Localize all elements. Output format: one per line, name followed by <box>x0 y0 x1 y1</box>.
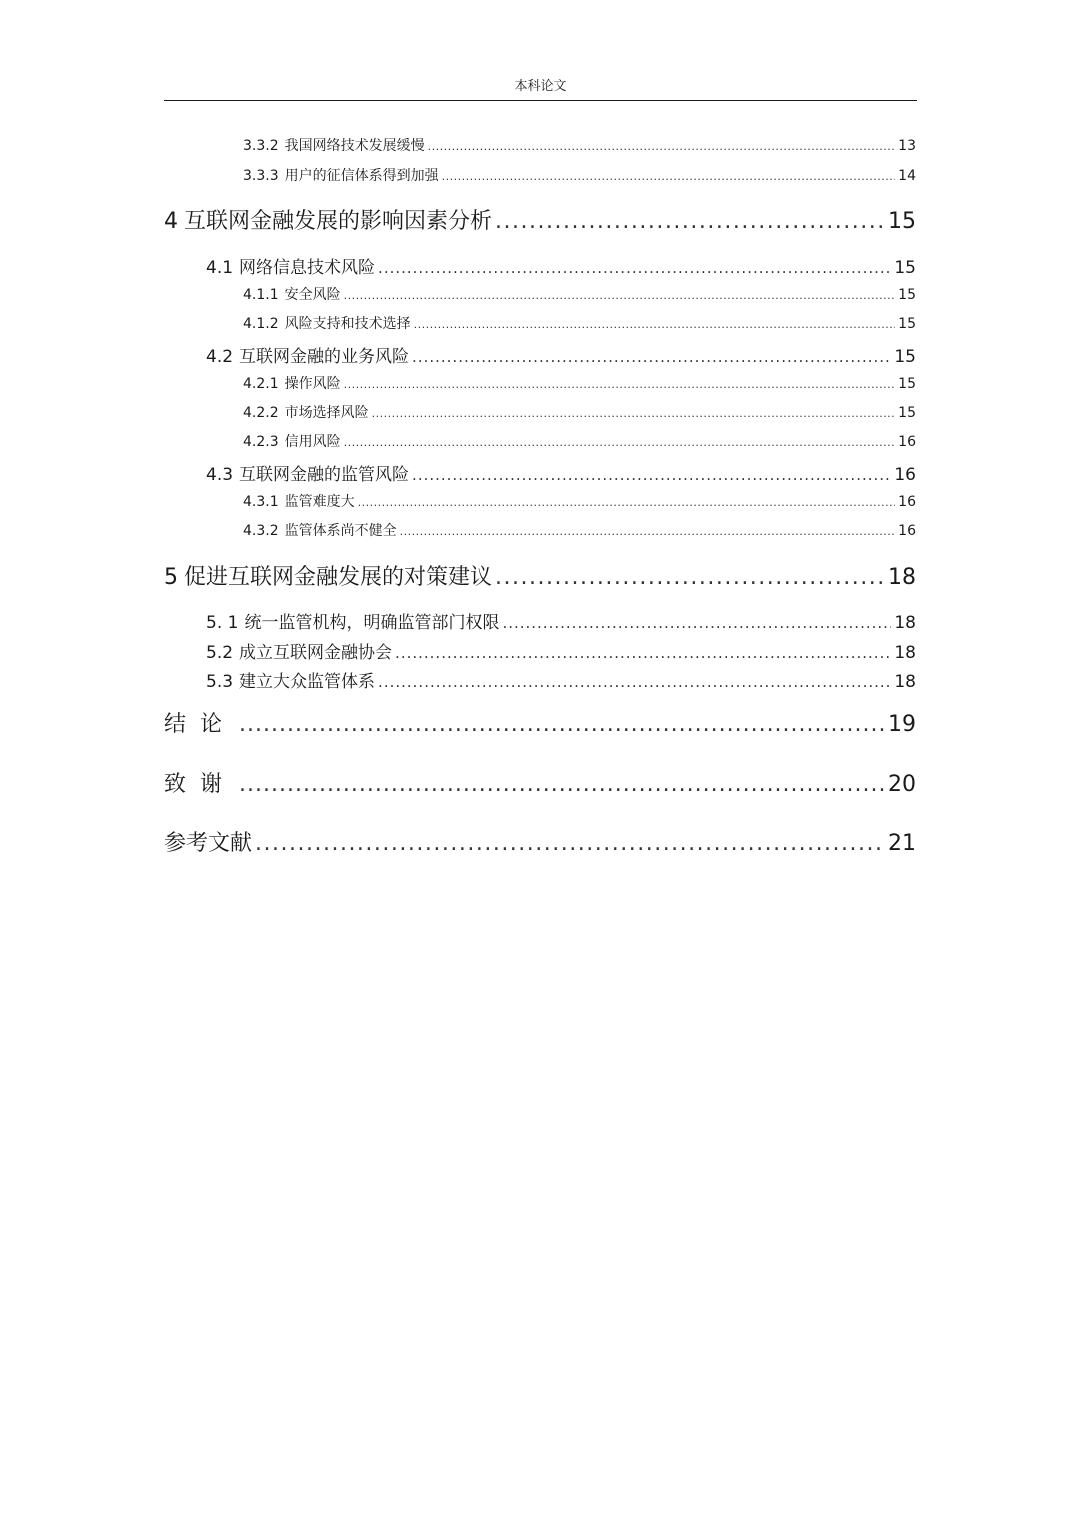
toc-entry-number: 5 <box>164 565 178 590</box>
dot-leader <box>395 644 891 662</box>
dot-leader <box>358 496 896 509</box>
dot-leader <box>344 378 896 391</box>
toc-entry-page: 21 <box>888 831 916 856</box>
toc-entry-title: 致谢 <box>164 772 237 797</box>
toc-entry-title: 监管体系尚不健全 <box>284 523 397 539</box>
dot-leader <box>414 318 896 331</box>
toc-entry-page: 20 <box>888 772 916 797</box>
toc-entry-title: 网络信息技术风险 <box>239 258 376 278</box>
dot-leader <box>239 712 885 737</box>
toc-entry-title: 统一监管机构，明确监管部门权限 <box>244 613 500 633</box>
toc-entry-number: 4.1 <box>206 258 234 278</box>
toc-entry-conclusion[interactable] <box>164 707 916 738</box>
toc-entry-4-2[interactable] <box>206 342 916 367</box>
toc-entry-page: 14 <box>898 168 916 184</box>
toc-entry-number: 4.2 <box>206 347 234 367</box>
toc-entry-page: 15 <box>888 209 916 234</box>
toc-entry-number: 4.3.1 <box>243 494 279 510</box>
toc-entry-page: 16 <box>898 494 916 510</box>
toc-entry-number: 3.3.3 <box>243 168 279 184</box>
toc-entry-title: 参考文献 <box>164 831 253 856</box>
dot-leader <box>502 614 891 632</box>
toc-entry-page: 15 <box>894 347 916 367</box>
toc-entry-page: 15 <box>898 287 916 303</box>
toc-entry-title: 我国网络技术发展缓慢 <box>284 138 425 154</box>
toc-entry-title: 信用风险 <box>284 434 341 450</box>
toc-entry-number: 5.3 <box>206 672 234 692</box>
toc-entry-number: 4.2.1 <box>243 376 279 392</box>
dot-leader <box>378 673 891 691</box>
dot-leader <box>428 140 896 153</box>
toc-entry-number: 4 <box>164 209 178 234</box>
toc-entry-page: 13 <box>898 138 916 154</box>
dot-leader <box>239 772 885 797</box>
dot-leader <box>495 565 885 590</box>
toc-entry-title: 用户的征信体系得到加强 <box>284 168 439 184</box>
dot-leader <box>412 466 891 484</box>
toc-entry-number: 3.3.2 <box>243 138 279 154</box>
toc-entry-title: 互联网金融发展的影响因素分析 <box>184 209 493 234</box>
toc-entry-page: 16 <box>894 465 916 485</box>
toc-entry-page: 18 <box>894 643 916 663</box>
toc-entry-page: 18 <box>894 672 916 692</box>
toc-entry-4-2-2[interactable] <box>243 402 916 422</box>
toc-entry-page: 18 <box>888 565 916 590</box>
toc-entry-chapter-5[interactable] <box>164 560 916 591</box>
toc-entry-references[interactable] <box>164 826 916 857</box>
dot-leader <box>372 407 896 420</box>
toc-entry-title: 互联网金融的业务风险 <box>239 347 410 367</box>
toc-entry-title: 互联网金融的监管风险 <box>239 465 410 485</box>
dot-leader <box>255 831 885 856</box>
toc-entry-number: 4.1.2 <box>243 316 279 332</box>
dot-leader <box>378 259 891 277</box>
toc-entry-4-1-1[interactable] <box>243 284 916 304</box>
toc-entry-title: 安全风险 <box>284 287 341 303</box>
toc-entry-4-3[interactable] <box>206 460 916 485</box>
toc-entry-number: 4.1.1 <box>243 287 279 303</box>
toc-entry-page: 16 <box>898 434 916 450</box>
toc-entry-page: 15 <box>894 258 916 278</box>
toc-entry-4-1-2[interactable] <box>243 313 916 333</box>
toc-entry-page: 18 <box>894 613 916 633</box>
dot-leader <box>495 209 885 234</box>
toc-entry-page: 15 <box>898 316 916 332</box>
toc-entry-title: 操作风险 <box>284 376 341 392</box>
toc-entry-number: 5. 1 <box>206 613 239 633</box>
toc-entry-4-3-1[interactable] <box>243 491 916 511</box>
toc-entry-title: 建立大众监管体系 <box>239 672 376 692</box>
toc-entry-page: 15 <box>898 405 916 421</box>
toc-entry-3-3-3[interactable] <box>243 165 916 185</box>
toc-entry-4-2-1[interactable] <box>243 373 916 393</box>
dot-leader <box>442 170 896 183</box>
dot-leader <box>344 289 896 302</box>
toc-entry-title: 风险支持和技术选择 <box>284 316 411 332</box>
toc-entry-3-3-2[interactable] <box>243 135 916 155</box>
toc-entry-4-3-2[interactable] <box>243 520 916 540</box>
toc-entry-number: 4.3.2 <box>243 523 279 539</box>
dot-leader <box>400 525 896 538</box>
toc-entry-page: 15 <box>898 376 916 392</box>
toc-entry-4-1[interactable] <box>206 253 916 278</box>
toc-entry-number: 4.2.2 <box>243 405 279 421</box>
toc-entry-4-2-3[interactable] <box>243 431 916 451</box>
toc-entry-title: 结论 <box>164 712 237 737</box>
toc-entry-title: 监管难度大 <box>284 494 355 510</box>
toc-entry-number: 4.2.3 <box>243 434 279 450</box>
toc-entry-page: 16 <box>898 523 916 539</box>
dot-leader <box>344 436 896 449</box>
toc-entry-title: 促进互联网金融发展的对策建议 <box>184 565 493 590</box>
toc-entry-acknowledgements[interactable] <box>164 767 916 798</box>
toc-entry-5-2[interactable] <box>206 638 916 663</box>
toc-entry-page: 19 <box>888 712 916 737</box>
toc-entry-chapter-4[interactable] <box>164 204 916 235</box>
toc-entry-5-1[interactable] <box>206 608 916 633</box>
toc-entry-number: 5.2 <box>206 643 234 663</box>
toc-entry-number: 4.3 <box>206 465 234 485</box>
page-header: 本科论文 <box>164 78 917 101</box>
toc-entry-5-3[interactable] <box>206 667 916 692</box>
toc-entry-title: 成立互联网金融协会 <box>239 643 393 663</box>
toc-entry-title: 市场选择风险 <box>284 405 369 421</box>
dot-leader <box>412 348 891 366</box>
